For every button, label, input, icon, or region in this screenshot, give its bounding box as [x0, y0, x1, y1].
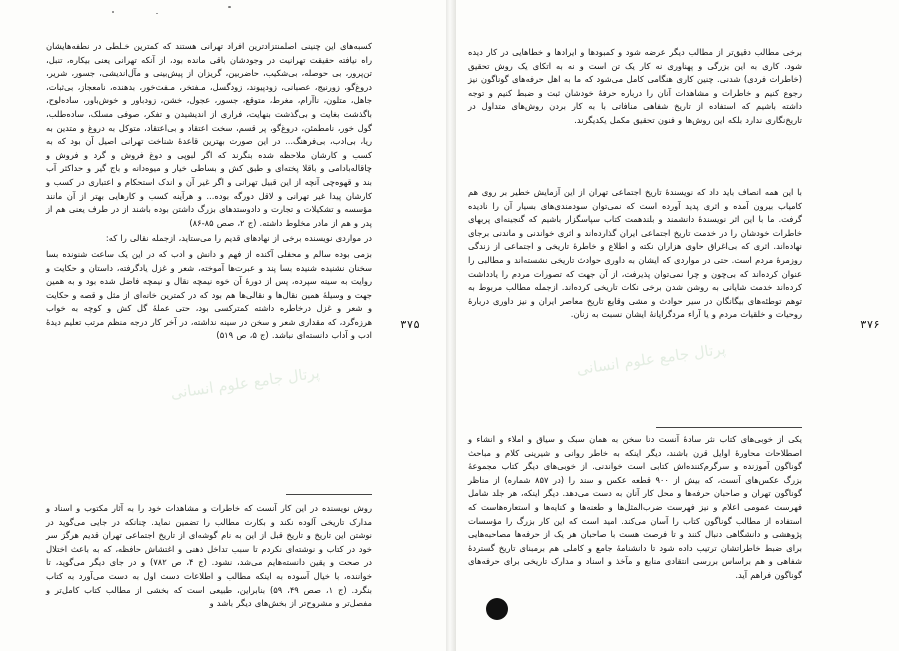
right-page — [456, 0, 899, 651]
left-bottom-text — [46, 502, 372, 611]
section-separator — [286, 494, 372, 495]
page-number: ۳۷۵ — [400, 318, 420, 331]
quote-paragraph: بزمی بوده سالم و محفلی آکنده از فهم و دانش و ادب که در این یک ساعت شنونده بسا سخنان نشنیده شنیده بسا پند و عبرت‌ها آموخته، شعر و غزل یادگرفته، داستان و حکایت و روایت به سینه سپرده، پس از دورهٔ آن خوه نیمچه نقال و نیمچه فاضل شده بود و به همین جهت و وسیلهٔ همین نقال‌ها و نقالی‌ها هم بود که در کمترین خانه‌ای از مثل و قصه و حکایت و شعر و غزل درخاطره داشته کمترکسی بود، حتی عملهٔ گل کش و کوچه به خواب هرزه‌گرد، که مقداری شعر و سخن در سینه نداشته، در آخر کار درجه منظم مرتب تعلیم دیدهٔ ادب و آداب دانسته‌ای نباشد. (ج ۵، ص ۵۱۹) — [46, 248, 372, 341]
scan-speck — [156, 13, 158, 14]
book-gutter — [446, 0, 456, 651]
section-separator — [656, 427, 802, 428]
left-page — [0, 0, 446, 651]
body-paragraph: روش نویسنده در این کار آنست که خاطرات و مشاهدات خود را به آثار مکتوب و اسناد و مدارک تاریخی آلوده نکند و بکارت مطالب را تضمین نماید. چنانکه در جایی می‌گوید در نوشتن این تاریخ و تاریخ قبل از این به نام گوشه‌ای از تاریخ اجتماعی تهران قدیم هرگز سر خود در کتاب و نوشته‌ای نکردم تا سبب تداخل ذهنی و اغتشاش حافظه، که به باعث اختلال در صحت و یقین دانسته‌هایم می‌شد، نشود. (ج ۴، ص ۷۸۲) و در جای دیگر می‌گوید، تا خواننده، با خیال آسوده به اینکه مطالب و اطلاعات دست اول به دست می‌آورد به کتاب بنگرد. (ج ۱، صص ۴۹، ۵۹) بنابراین، طبیعی است که بخشی از مطالب کتاب کامل‌تر و مفصل‌تر و مشروح‌تر از بخش‌های دیگر باشد و — [46, 503, 373, 609]
left-main-text — [46, 40, 372, 343]
right-middle-text — [468, 186, 802, 322]
scan-speck — [112, 11, 114, 13]
page-number: ۳۷۶ — [860, 318, 880, 331]
quote-paragraph: کسبه‌های این چنینی اصلمنتزادترین افراد تهرانی هستند که کمترین خـلطی در نطفه‌هایشان راه نیافته حقیقت تهرانیت در وجودشان باقی مانده بود، از آنکه تهرانی یعنی بیکاره، تنبل، تن‌پرور، بی حوصله، بی‌شکیب، حاضربین، گریزان از پیش‌بینی و مآل‌اندیشی، جسور، شریر، دروغ‌گو، زورنیج، عصبانی، زودپیوند، زودگسل، مـفتخر، مـفت‌خور، بدهنده، نامعجاز، بی‌ثبات، جاهل، متلون، ناآرام، مغرط، متوقع، جسور، عجول، خشن، زودباور و خوش‌باور، ساده‌لوح، باگذشت بغایت و بی‌گذشت بنهایت، فراری از اندیشیدن و تفکر، صوفی مسلک، ساده‌طلب، گول خور، نامطمئن، دروغ‌گو، پر قسم، سخت اعتقاد و بی‌اعتقاد، متوکل به دروغ و متدین به ریا، بی‌ادب، بی‌فرهنگ... در این صورت بهترین قاعدهٔ شناخت تهرانی اصیل آن بود که به کسب و کارشان ملاحظه شده بنگرند که اگر لبوپی و دوغ فروش و گرد و فروش و چاقاله‌بادامی و باقلا پخته‌ای و طبق کش و بساطی خیار و میوه‌دانه و باج گیر و حداکثر آب بند و قهوه‌چی آنچه از این قبیل تهرانی و اگر غیر آن و اندک استحکام و اعتباری در کسب و کارشان پیدا غیر تهرانی و لاقل دورگه بوده... و هرآینه کسب و کارهایی بهتر از آن مانند مؤسسه و تشکیلات و تجارت و دادوستدهای بزرگ داشتن بوده باشند از در طرف یعنی هم از پدر و هم از مادر مخلوط داشته. (ج ۲، صص ۸۵-۸۶) — [46, 41, 372, 228]
right-bottom-text — [468, 433, 802, 583]
body-paragraph: یکی از خوبی‌های کتاب نثر سادهٔ آنست دنا سخن به همان سبک و سیاق و املاء و انشاء و اصطلاحات محاورهٔ اوایل قرن باشند، دیگر اینکه به خاطر روانی و شیرینی کلام و مباحث گوناگون آموزنده و سرگرم‌کننده‌اش کتابی است خواندنی. از خوبی‌های دیگر کتاب مجموعهٔ بزرگ عکس‌های آنست، که بیش از ۹۰۰ قطعه عکس و سند را (در ۸۵۷ شماره) از مناظر گوناگون تهران و صاحبان حرفه‌ها و محل کار آنان به دست می‌دهد. دیگر اینکه، هر جلد شامل فهرست عمومی اعلام و نیز فهرست ضرب‌المثل‌ها و طعنه‌ها و کنایه‌ها و استعاره‌هاست که استفاده از مطالب گوناگون کتاب را آسان می‌کند. امید است که این کار بزرگ را مؤسسات پژوهشی و دانشگاهی دنبال کنند و تا فرصت هست با صاحبان هر یک از حرفه‌ها مصاحبه‌هایی برای ضبط خاطراتشان ترتیب داده شود تا دانشنامهٔ جامع و کاملی هم برمبنای تاریخ گستردهٔ شفاهی و هم براساس بررسی انتقادی منابع و مآخذ و اسناد و مدارک تاریخی برای حرفه‌های گوناگون فراهم آید. — [468, 434, 802, 580]
scan-speck — [228, 6, 231, 8]
right-top-text — [468, 46, 802, 128]
body-paragraph: در مواردی نویسنده برخی از نهادهای قدیم را می‌ستاید، ازجمله نقالی را که: — [105, 233, 372, 244]
watermark: پرتال جامع علوم انسانی — [169, 363, 321, 403]
body-paragraph: برخی مطالب دقیق‌تر از مطالب دیگر عرضه شود و کمبودها و ایرادها و خطاهایی در کار دیده شود. کاری به این بزرگی و پهناوری نه کار یک تن است و نه به اتکای یک روش تحقیق (خاطرات فردی) شدنی. چنین کاری هنگامی کامل می‌شود که ما به اهل حرفه‌های گوناگون نیز رجوع کنیم و خاطرات و مشاهدات آنان را درباره حرفهٔ خودشان ثبت و ضبط کنیم و توجه داشته باشیم که استفاده از تاریخ شفاهی منافاتی با به کار بردن روش‌های متداول در تاریخ‌نگاری ندارد بلکه این روش‌ها و فنون تحقیق مکمل یکدیگرند. — [468, 47, 802, 125]
ink-blot — [486, 598, 508, 620]
body-paragraph: با این همه انصاف باید داد که نویسندهٔ تاریخ اجتماعی تهران از این آزمایش خطیر بر روی هم کامیاب بیرون آمده و اثری پدید آورده است که نمی‌توان سودمندی‌های بسیار آن را نادیده گرفت. ما با این اثر نویسندهٔ دانشمند و بلندهمت کتاب سپاسگزار باشیم که گنجینه‌ای پربهای خاطرات خودشان را در خدمت تاریخ اجتماعی ایران گذارده‌اند و اثری خواندنی و ماندنی برجای نهاده‌اند. اثری که بی‌اغراق حاوی هزاران نکته و اطلاع و خاطرهٔ تاریخی و اجتماعی از زندگی روزمرهٔ مردم است. حتی در مواردی که ایشان به داوری حوادث تاریخی نشسته‌اند و مطالبی را عنوان کرده‌اند که بی‌چون و چرا نمی‌توان پذیرفت، از آن جهت که تصورات مردم را یادداشت کرده‌اند خدمت شایانی به روشن شدن برخی نکات تاریخی کرده‌اند. ازجمله مطالب مربوط به توهم توطئه‌های بیگانگان در سیر حوادث و مشی وقایع تاریخ معاصر ایران و نیز داوری دربارهٔ روحیات و خلقیات مردم و یا آراء مردگرایانهٔ ایشان نسبت به زنان. — [468, 187, 802, 320]
watermark: پرتال جامع علوم انسانی — [575, 339, 727, 379]
